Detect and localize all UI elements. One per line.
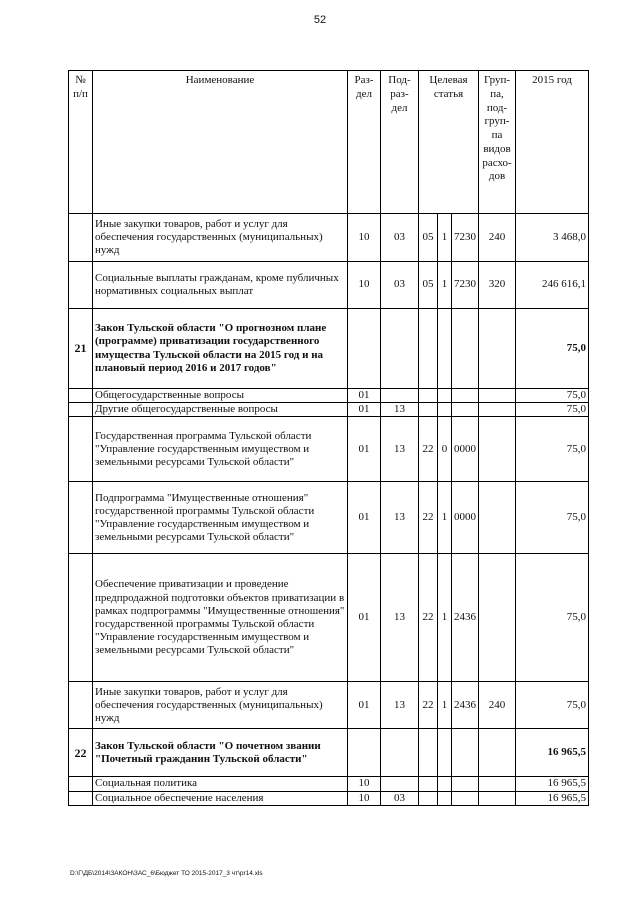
row-razdel: 01	[348, 682, 381, 729]
header-num: № п/п	[69, 71, 93, 214]
table-row	[69, 214, 589, 262]
header-row	[69, 71, 589, 214]
row-num	[69, 682, 93, 729]
row-name: Закон Тульской области "О почетном звании "Почетный гражданин Тульской области"	[93, 729, 348, 777]
row-target-subprogram	[438, 791, 452, 805]
row-name: Закон Тульской области "О прогнозном плане (программе) приватизации государственного имущества Тульской области на 2015 год и на плановый период 2016 и 2017 годов"	[93, 309, 348, 389]
row-num	[69, 403, 93, 417]
row-num	[69, 554, 93, 682]
row-num: 22	[69, 729, 93, 777]
row-podrazdel	[381, 729, 419, 777]
row-razdel: 01	[348, 482, 381, 554]
table-row	[69, 729, 589, 777]
row-razdel: 01	[348, 389, 381, 403]
row-target-direction	[452, 403, 479, 417]
row-target-program: 05	[419, 262, 438, 309]
row-podrazdel: 03	[381, 214, 419, 262]
table-row	[69, 417, 589, 482]
header-name: Наименование	[93, 71, 348, 214]
row-group: 320	[479, 262, 516, 309]
row-name: Иные закупки товаров, работ и услуг для обеспечения государственных (муниципальных) нужд	[93, 214, 348, 262]
row-razdel: 01	[348, 403, 381, 417]
row-num	[69, 262, 93, 309]
row-podrazdel: 13	[381, 417, 419, 482]
row-target-direction	[452, 791, 479, 805]
table-row	[69, 309, 589, 389]
budget-table	[68, 70, 589, 806]
row-podrazdel: 13	[381, 554, 419, 682]
row-target-direction: 0000	[452, 417, 479, 482]
row-podrazdel: 13	[381, 403, 419, 417]
row-name: Социальные выплаты гражданам, кроме публичных нормативных социальных выплат	[93, 262, 348, 309]
row-amount: 16 965,5	[516, 777, 589, 791]
row-group	[479, 554, 516, 682]
row-num	[69, 389, 93, 403]
file-path-footer: D:\Г\ДБ\2014\ЗАКОН\ЗАС_6\Бюджет ТО 2015-2017_3 чт\pr14.xls	[70, 870, 263, 877]
row-target-subprogram: 1	[438, 262, 452, 309]
row-target-direction: 2436	[452, 554, 479, 682]
row-amount: 75,0	[516, 309, 589, 389]
row-podrazdel	[381, 777, 419, 791]
row-num	[69, 791, 93, 805]
row-num: 21	[69, 309, 93, 389]
row-amount: 16 965,5	[516, 791, 589, 805]
row-amount: 75,0	[516, 417, 589, 482]
row-name: Государственная программа Тульской области "Управление государственным имуществом и земельными ресурсами Тульской области"	[93, 417, 348, 482]
row-name: Обеспечение приватизации и проведение предпродажной подготовки объектов приватизации в рамках подпрограммы "Имущественные отношения" государственной программы Тульской области "Управление государственным имуществом и земельными ресурсами Тульской области"	[93, 554, 348, 682]
row-group	[479, 482, 516, 554]
header-target: Целевая статья	[419, 71, 479, 214]
row-target-program	[419, 729, 438, 777]
row-podrazdel: 03	[381, 791, 419, 805]
row-name: Социальная политика	[93, 777, 348, 791]
table-row	[69, 482, 589, 554]
row-num	[69, 417, 93, 482]
table-row	[69, 403, 589, 417]
row-name: Другие общегосударственные вопросы	[93, 403, 348, 417]
row-target-subprogram: 1	[438, 554, 452, 682]
row-num	[69, 482, 93, 554]
row-target-program: 22	[419, 417, 438, 482]
row-podrazdel: 13	[381, 682, 419, 729]
row-target-subprogram	[438, 403, 452, 417]
header-year: 2015 год	[516, 71, 589, 214]
row-group	[479, 389, 516, 403]
table-row	[69, 791, 589, 805]
row-razdel	[348, 309, 381, 389]
row-podrazdel: 13	[381, 482, 419, 554]
row-target-direction	[452, 729, 479, 777]
row-amount: 75,0	[516, 554, 589, 682]
row-razdel: 10	[348, 214, 381, 262]
row-group	[479, 729, 516, 777]
row-amount: 75,0	[516, 389, 589, 403]
row-name: Подпрограмма "Имущественные отношения" государственной программы Тульской области "Управление государственным имуществом и земельными ресурсами Тульской области"	[93, 482, 348, 554]
row-target-subprogram	[438, 309, 452, 389]
row-name: Иные закупки товаров, работ и услуг для обеспечения государственных (муниципальных) нужд	[93, 682, 348, 729]
row-amount: 16 965,5	[516, 729, 589, 777]
row-name: Общегосударственные вопросы	[93, 389, 348, 403]
row-target-program: 22	[419, 682, 438, 729]
row-target-subprogram: 0	[438, 417, 452, 482]
row-group	[479, 791, 516, 805]
row-target-direction	[452, 309, 479, 389]
row-group	[479, 777, 516, 791]
row-razdel: 10	[348, 791, 381, 805]
row-target-program: 22	[419, 554, 438, 682]
header-podrazdel: Под-раз-дел	[381, 71, 419, 214]
row-target-direction	[452, 777, 479, 791]
table-row	[69, 682, 589, 729]
row-amount: 75,0	[516, 482, 589, 554]
header-group: Груп-па, под-груп-па видов расхо-дов	[479, 71, 516, 214]
row-amount: 75,0	[516, 682, 589, 729]
row-target-subprogram	[438, 389, 452, 403]
row-target-direction: 7230	[452, 214, 479, 262]
row-target-subprogram	[438, 729, 452, 777]
row-target-direction	[452, 389, 479, 403]
row-amount: 3 468,0	[516, 214, 589, 262]
header-razdel: Раз-дел	[348, 71, 381, 214]
row-group	[479, 309, 516, 389]
row-razdel: 10	[348, 262, 381, 309]
row-target-program	[419, 309, 438, 389]
row-podrazdel	[381, 389, 419, 403]
row-group	[479, 417, 516, 482]
row-num	[69, 777, 93, 791]
row-target-subprogram: 1	[438, 482, 452, 554]
row-group: 240	[479, 214, 516, 262]
row-name: Социальное обеспечение населения	[93, 791, 348, 805]
row-amount: 246 616,1	[516, 262, 589, 309]
row-target-program: 22	[419, 482, 438, 554]
row-target-direction: 0000	[452, 482, 479, 554]
page-number: 52	[313, 14, 327, 26]
row-razdel: 10	[348, 777, 381, 791]
row-razdel: 01	[348, 554, 381, 682]
row-target-program	[419, 777, 438, 791]
row-podrazdel: 03	[381, 262, 419, 309]
row-target-direction: 2436	[452, 682, 479, 729]
row-group: 240	[479, 682, 516, 729]
row-target-program	[419, 389, 438, 403]
row-podrazdel	[381, 309, 419, 389]
row-target-program	[419, 403, 438, 417]
row-target-program: 05	[419, 214, 438, 262]
row-group	[479, 403, 516, 417]
table-row	[69, 262, 589, 309]
row-target-program	[419, 791, 438, 805]
table-row	[69, 389, 589, 403]
row-target-subprogram: 1	[438, 682, 452, 729]
row-amount: 75,0	[516, 403, 589, 417]
row-target-direction: 7230	[452, 262, 479, 309]
row-target-subprogram: 1	[438, 214, 452, 262]
table-row	[69, 777, 589, 791]
row-razdel	[348, 729, 381, 777]
row-num	[69, 214, 93, 262]
row-target-subprogram	[438, 777, 452, 791]
table-row	[69, 554, 589, 682]
row-razdel: 01	[348, 417, 381, 482]
